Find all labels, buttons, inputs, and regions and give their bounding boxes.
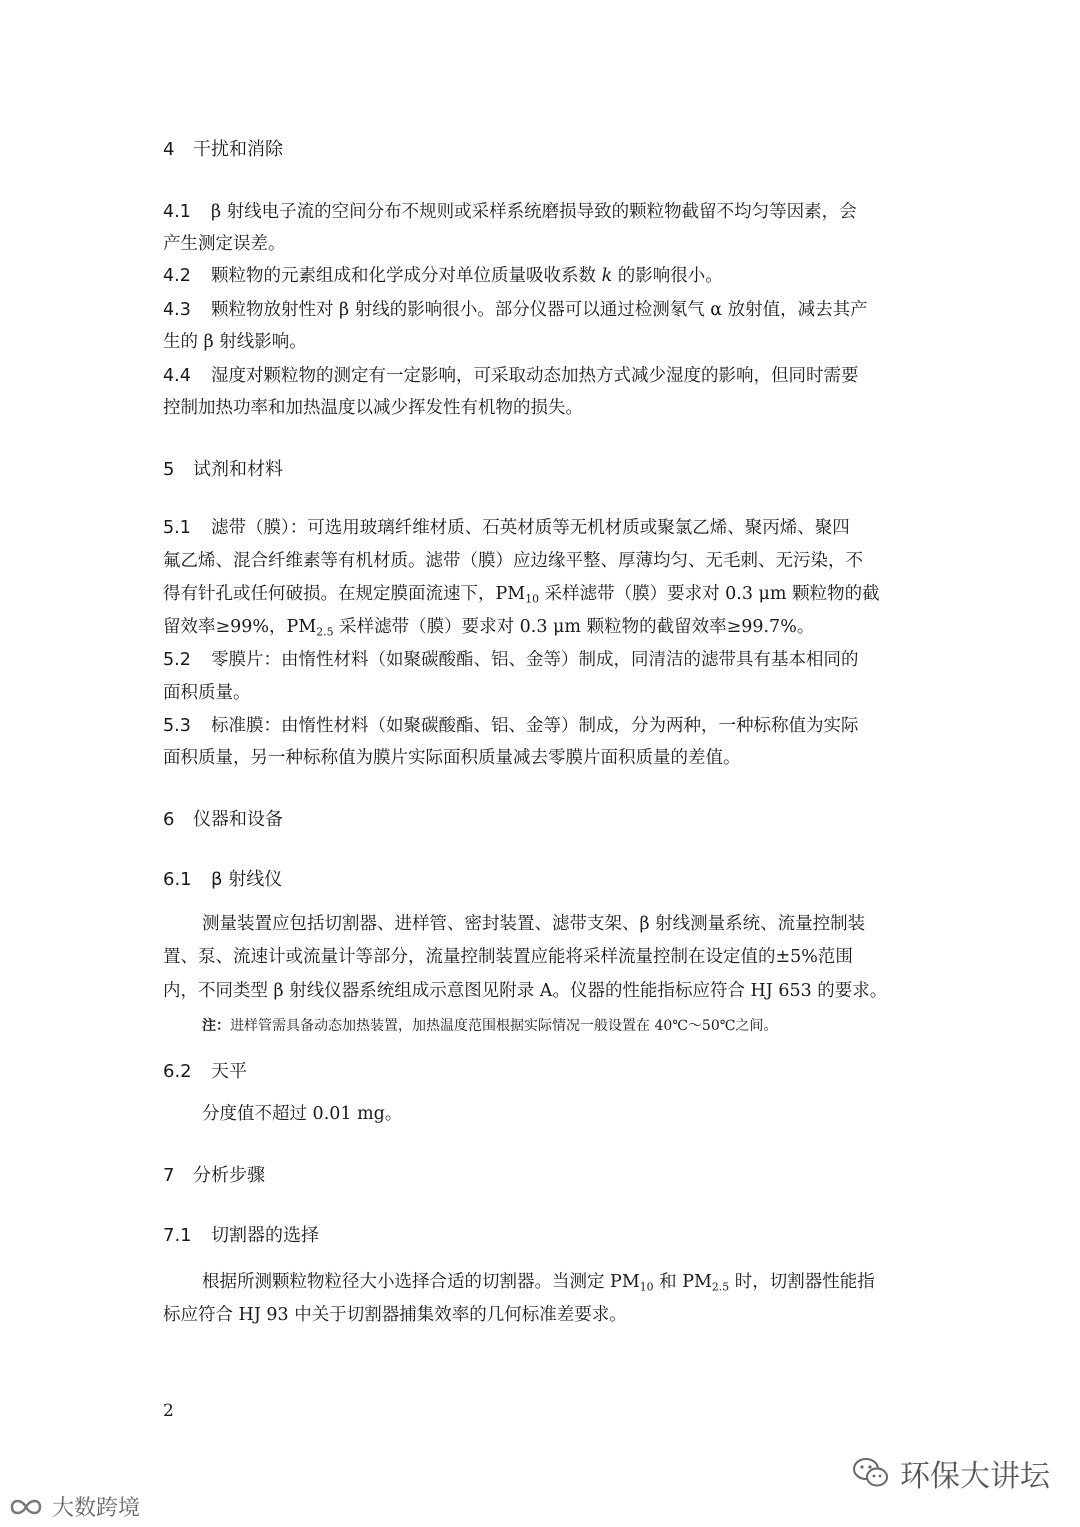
paragraph-4-3-cont: 生的 β 射线影响。 [163,332,307,352]
infinity-logo-icon [6,1495,46,1519]
paragraph-7-1: 根据所测颗粒物粒径大小选择合适的切割器。当测定 $PM_{10}$ 和 $PM_{2.5}$ 时，切割器性能指 [202,1272,875,1294]
paragraph-5-1-line4: 留效率≥99%，$PM_{2.5}$ 采样滤带（膜）要求对 0.3 μm 颗粒物的截留效率≥99.7%。 [163,617,815,639]
paragraph-4-4: 4.4 湿度对颗粒物的测定有一定影响，可采取动态加热方式减少湿度的影响，但同时需要 [163,366,859,386]
paragraph-7-1-cont: 标应符合 HJ 93 中关于切割器捕集效率的几何标准差要求。 [163,1305,627,1325]
watermark-right: 环保大讲坛 [852,1451,1050,1495]
note-6-1: 注：进样管需具备动态加热装置，加热温度范围根据实际情况一般设置在 40℃～50℃之间。 [202,1018,778,1034]
paragraph-6-1: 测量装置应包括切割器、进样管、密封装置、滤带支架、β 射线测量系统、流量控制装 [202,914,866,934]
paragraph-5-1-line2: 氟乙烯、混合纤维素等有机材质。滤带（膜）应边缘平整、厚薄均匀、无毛刺、无污染，不 [163,551,863,571]
section-heading-4: 4 干扰和消除 [163,139,283,160]
paragraph-5-3: 5.3 标准膜：由惰性材料（如聚碳酸酯、铝、金等）制成，分为两种，一种标称值为实际 [163,716,859,736]
paragraph-4-3: 4.3 颗粒物放射性对 β 射线的影响很小。部分仪器可以通过检测氡气 α 放射值，减去其产 [163,300,868,320]
paragraph-4-2: 4.2 颗粒物的元素组成和化学成分对单位质量吸收系数 k 的影响很小。 [163,266,723,286]
paragraph-5-3-cont: 面积质量，另一种标称值为膜片实际面积质量减去零膜片面积质量的差值。 [163,748,741,768]
wechat-icon [852,1457,890,1489]
paragraph-4-1-cont: 产生测定误差。 [163,234,286,254]
paragraph-5-2-cont: 面积质量。 [163,683,251,703]
subsection-heading-6-1: 6.1 β 射线仪 [163,869,283,890]
paragraph-6-1-line2: 置、泵、流速计或流量计等部分，流量控制装置应能将采样流量控制在设定值的±5%范围 [163,947,853,967]
paragraph-5-2: 5.2 零膜片：由惰性材料（如聚碳酸酯、铝、金等）制成，同清洁的滤带具有基本相同的 [163,650,859,670]
watermark-left: 大数跨境 [6,1491,140,1522]
subsection-heading-6-2: 6.2 天平 [163,1061,247,1082]
paragraph-6-2: 分度值不超过 0.01 mg。 [202,1104,403,1124]
section-heading-7: 7 分析步骤 [163,1165,265,1186]
section-heading-6: 6 仪器和设备 [163,809,283,830]
paragraph-4-1: 4.1 β 射线电子流的空间分布不规则或采样系统磨损导致的颗粒物截留不均匀等因素，会 [163,202,857,222]
paragraph-6-1-line3: 内，不同类型 β 射线仪器系统组成示意图见附录 A。仪器的性能指标应符合 HJ 653 的要求。 [163,981,888,1001]
subsection-heading-7-1: 7.1 切割器的选择 [163,1225,319,1246]
page-number: 2 [163,1401,174,1421]
paragraph-4-4-cont: 控制加热功率和加热温度以减少挥发性有机物的损失。 [163,398,583,418]
paragraph-5-1-line3: 得有针孔或任何破损。在规定膜面流速下，$PM_{10}$ 采样滤带（膜）要求对 0.3 μm 颗粒物的截 [163,584,880,606]
paragraph-5-1: 5.1 滤带（膜）：可选用玻璃纤维材质、石英材质等无机材质或聚氯乙烯、聚丙烯、聚四 [163,518,850,538]
section-heading-5: 5 试剂和材料 [163,459,283,480]
